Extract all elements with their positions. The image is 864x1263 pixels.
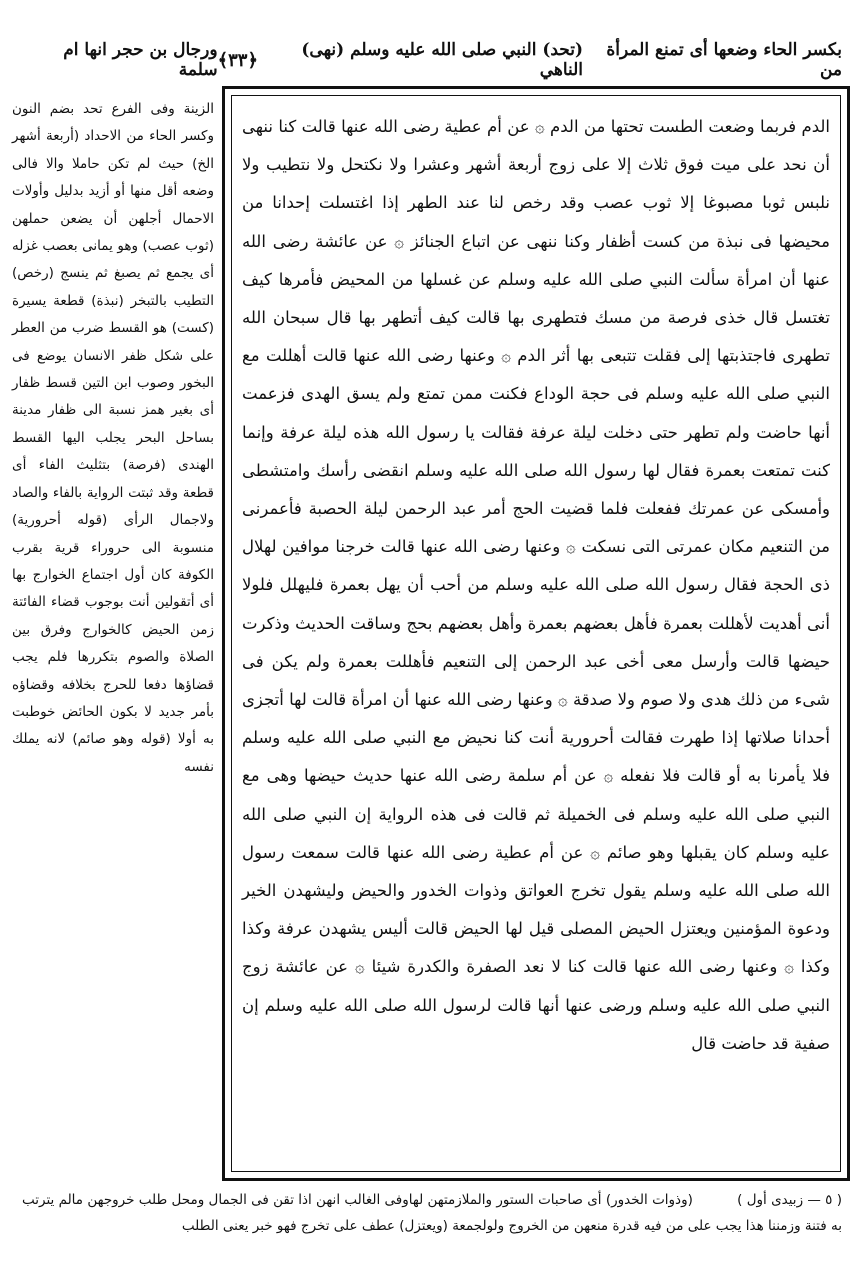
main-text-inner-frame <box>231 95 841 1172</box>
header-right-text: بكسر الحاء وضعها أى تمنع المرأة من <box>606 40 842 80</box>
header-title: (تحد) النبي صلى الله عليه وسلم (نهى) الناهي <box>301 40 584 80</box>
main-text <box>242 108 830 1161</box>
footnote-signature: ( ٥ — زبيدى أول ) <box>737 1192 842 1208</box>
main-paragraph: الدم فربما وضعت الطست تحتها من الدم ۞ عن أم عطية رضى الله عنها قالت كنا ننهى أن نحد على ميت فوق ثلاث إلا على زوج أربعة أشهر وعشرا ولا نكتحل ولا نتطيب ولا نلبس ثوبا مصبوغا إلا ثوب عصب وقد رخص لنا عند الطهر إذا اغتسلت إحدانا من محيضها فى نبذة من كست أظفار وكنا ننهى عن اتباع الجنائز ۞ عن عائشة رضى الله عنها أن امرأة سألت النبي صلى الله عليه وسلم عن غسلها من المحيض فأمرها كيف تغتسل قال خذى فرصة من مسك فتطهرى بها قالت كيف أتطهر بها قال سبحان الله تطهرى فاجتذبتها إلى فقلت تتبعى بها أثر الدم ۞ وعنها رضى الله عنها قالت أهللت مع النبي صلى الله عليه وسلم فى حجة الوداع فكنت ممن تمتع ولم يسق الهدى فزعمت أنها حاضت ولم تطهر حتى دخلت ليلة عرفة فقالت يا رسول الله هذه ليلة عرفة وإنما كنت تمتعت بعمرة فقال لها رسول الله صلى الله عليه وسلم انقضى رأسك وامتشطى وأمسكى عن عمرتك ففعلت فلما قضيت الحج أمر عبد الرحمن ليلة الحصبة فأعمرنى من التنعيم مكان عمرتى التى نسكت ۞ وعنها رضى الله عنها قالت خرجنا موافين لهلال ذى الحجة فقال رسول الله صلى الله عليه وسلم من أحب أن يهل بعمرة فليهلل فلولا أنى أهديت لأهللت بعمرة فأهل بعضهم بعمرة وأهل بعضهم بحج وساقت الحديث وذكرت حيضها قالت وأرسل معى أخى عبد الرحمن إلى التنعيم فأهللت بعمرة ولم يكن فى شىء من ذلك هدى ولا صوم ولا صدقة ۞ وعنها رضى الله عنها أن امرأة قالت لها أتجزى أحدانا صلاتها إذا طهرت فقالت أحرورية أنت كنا نحيض مع النبي صلى الله عليه وسلم فلا يأمرنا به أو قالت فلا نفعله ۞ عن أم سلمة رضى الله عنها حديث حيضها وهى مع النبي صلى الله عليه وسلم فى الخميلة ثم قالت فى هذه الرواية إن النبي صلى الله عليه وسلم كان يقبلها وهو صائم ۞ عن أم عطية رضى الله عنها قالت سمعت رسول الله صلى الله عليه وسلم يقول تخرج العواتق وذوات الخدور والحيض وليشهدن الخير ودعوة المؤمنين ويعتزل الحيض المصلى قيل لها الحيض قالت أليس يشهدن عرفة وكذا وكذا ۞ وعنها رضى الله عنها قالت كنا لا نعد الصفرة والكدرة شيئا ۞ عن عائشة زوج النبي صلى الله عليه وسلم ورضى عنها أنها قالت لرسول الله صلى الله عليه وسلم إن صفية قد حاضت قال <box>242 117 830 1053</box>
margin-commentary <box>12 96 214 1186</box>
page-header <box>22 38 842 82</box>
main-text-frame <box>222 86 850 1181</box>
footnote-text: (وذوات الخدور) أى صاحبات الستور والملازمتهن لهاوفى الغالب انهن اذا تقن فى الجمال ومحل طلب خروجهن مالم يترتب به فتنة وزمننا هذا يجب على من فيه قدرة منعهن من الخروج ولولجمعة (ويعتزل) عطف على تخرج فهو خبر يعنى الطلب <box>22 1192 842 1234</box>
page-number: ﴿٣٣﴾ <box>217 49 259 71</box>
header-left-text: ورجال بن حجر انها ام سلمة <box>63 40 218 80</box>
margin-commentary-text: الزينة وفى الفرع تحد بضم النون وكسر الحاء من الاحداد (أربعة أشهر الخ) حيث لم تكن حاملا والا فالى وضعه أقل منها أو أزيد بدليل وأولات الاحمال أجلهن أن يضعن حملهن (ثوب عصب) وهو يمانى بعصب غزله أى يجمع ثم يصبغ ثم ينسج (رخص) التطيب بالتبخر (نبذة) قطعة يسيرة (كست) هو القسط ضرب من العطر على شكل ظفر الانسان يوضع فى البخور وصوب ابن التين قسط ظفار أى بغير همز نسبة الى ظفار مدينة بساحل البحر يجلب اليها القسط الهندى (فرصة) بتثليث الفاء أى قطعة وقد ثبتت الرواية بالفاء والصاد ولاجمال الرأى (قوله أحرورية) منسوبة الى حروراء قرية بقرب الكوفة كان أول اجتماع الخوارج بها أى أتقولين أنت بوجوب قضاء الفائتة زمن الحيض كالخوارج وفرق بين الصلاة والصوم بتكررها فلم يجب قضاؤها دفعا للحرج بخلافه وقضاؤه بأمر جديد لا بكون الحائض خوطبت به أولا (قوله وهو صائم) لانه يملك نفسه <box>12 101 214 775</box>
footnote <box>22 1187 842 1239</box>
